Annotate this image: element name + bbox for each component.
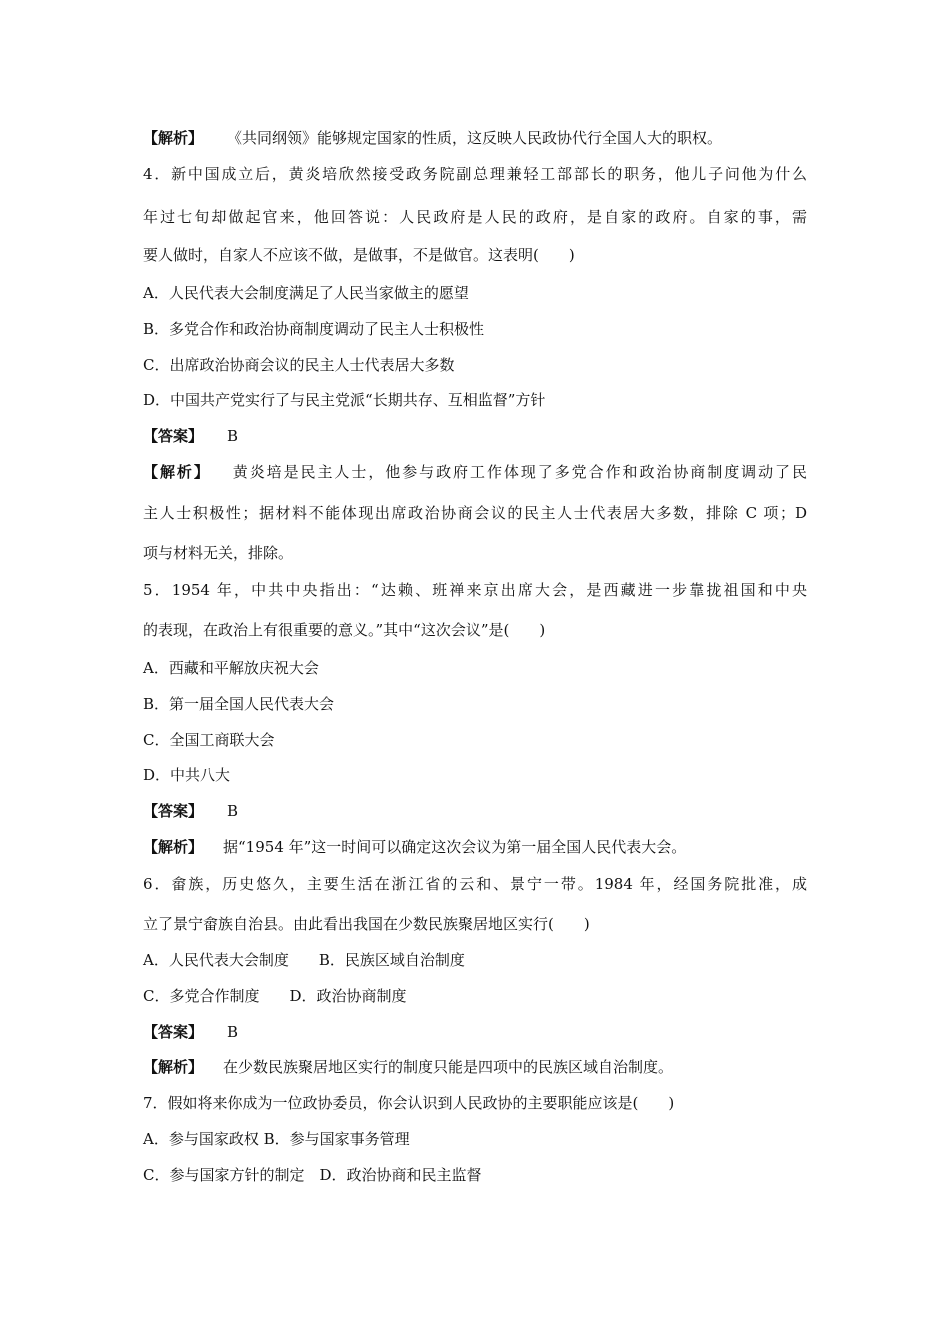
q5-stem-line: 的表现，在政治上有很重要的意义。”其中“这次会议”是( ) [143,621,546,639]
explanation-text: 《共同纲领》能够规定国家的性质，这反映人民政协代行全国人大的职权。 [227,129,723,147]
q4-option-b: B．多党合作和政治协商制度调动了民主人士积极性 [143,320,485,338]
answer-value: B [227,427,239,445]
answer-tag: 【答案】 [143,427,204,445]
answer-tag: 【答案】 [143,802,204,820]
explanation-text: 黄炎培是民主人士，他参与政府工作体现了多党合作和政治协商制度调动了民 [230,463,807,481]
q4-answer [143,425,238,447]
explanation-tag: 【解析】 [143,463,211,481]
explanation-text: 在少数民族聚居地区实行的制度只能是四项中的民族区域自治制度。 [223,1058,674,1076]
answer-tag: 【答案】 [143,1023,204,1041]
q5-option-c: C．全国工商联大会 [143,731,275,749]
q6-options-row: C．多党合作制度 D．政治协商制度 [143,987,407,1005]
q5-option-d: D．中共八大 [143,766,231,784]
explanation-text: 据“1954 年”这一时间可以确定这次会议为第一届全国人民代表大会。 [223,838,687,856]
answer-value: B [227,802,239,820]
q5-option-b: B．第一届全国人民代表大会 [143,695,335,713]
q4-explanation-line: 项与材料无关，排除。 [143,544,294,562]
q7-options-row: C．参与国家方针的制定 D．政治协商和民主监督 [143,1166,482,1184]
q4-explanation [143,461,807,483]
q4-stem-line: 年过七旬却做起官来，他回答说：人民政府是人民的政府，是自家的政府。自家的事，需 [143,208,807,226]
explanation-tag: 【解析】 [143,838,204,856]
q6-answer [143,1021,238,1043]
answer-value: B [227,1023,239,1041]
q6-explanation [143,1056,673,1078]
q4-option-d: D．中国共产党实行了与民主党派“长期共存、互相监督”方针 [143,391,546,409]
q4-option-a: A．人民代表大会制度满足了人民当家做主的愿望 [143,284,469,302]
q7-options-row: A．参与国家政权 B．参与国家事务管理 [143,1130,410,1148]
q6-stem-line: 立了景宁畲族自治县。由此看出我国在少数民族聚居地区实行( ) [143,915,590,933]
q5-stem-line: 5．1954 年，中共中央指出：“达赖、班禅来京出席大会，是西藏进一步靠拢祖国和中央 [143,581,807,599]
q4-option-c: C．出席政治协商会议的民主人士代表居大多数 [143,356,455,374]
q4-explanation-line: 主人士积极性；据材料不能体现出席政治协商会议的民主人士代表居大多数，排除 C 项；D [143,504,807,522]
q4-stem-line: 要人做时，自家人不应该不做，是做事，不是做官。这表明( ) [143,246,575,264]
q6-options-row: A．人民代表大会制度 B．民族区域自治制度 [143,951,465,969]
explanation-tag: 【解析】 [143,1058,204,1076]
q7-stem: 7．假如将来你成为一位政协委员，你会认识到人民政协的主要职能应该是( ) [143,1094,675,1112]
q5-option-a: A．西藏和平解放庆祝大会 [143,659,319,677]
q5-explanation [143,836,686,858]
q4-stem-line: 4．新中国成立后，黄炎培欣然接受政务院副总理兼轻工部部长的职务，他儿子问他为什么 [143,165,807,183]
q5-answer [143,800,238,822]
q6-stem-line: 6．畲族，历史悠久，主要生活在浙江省的云和、景宁一带。1984 年，经国务院批准，成 [143,875,807,893]
explanation-tag: 【解析】 [143,129,204,147]
q3-explanation [143,127,722,149]
